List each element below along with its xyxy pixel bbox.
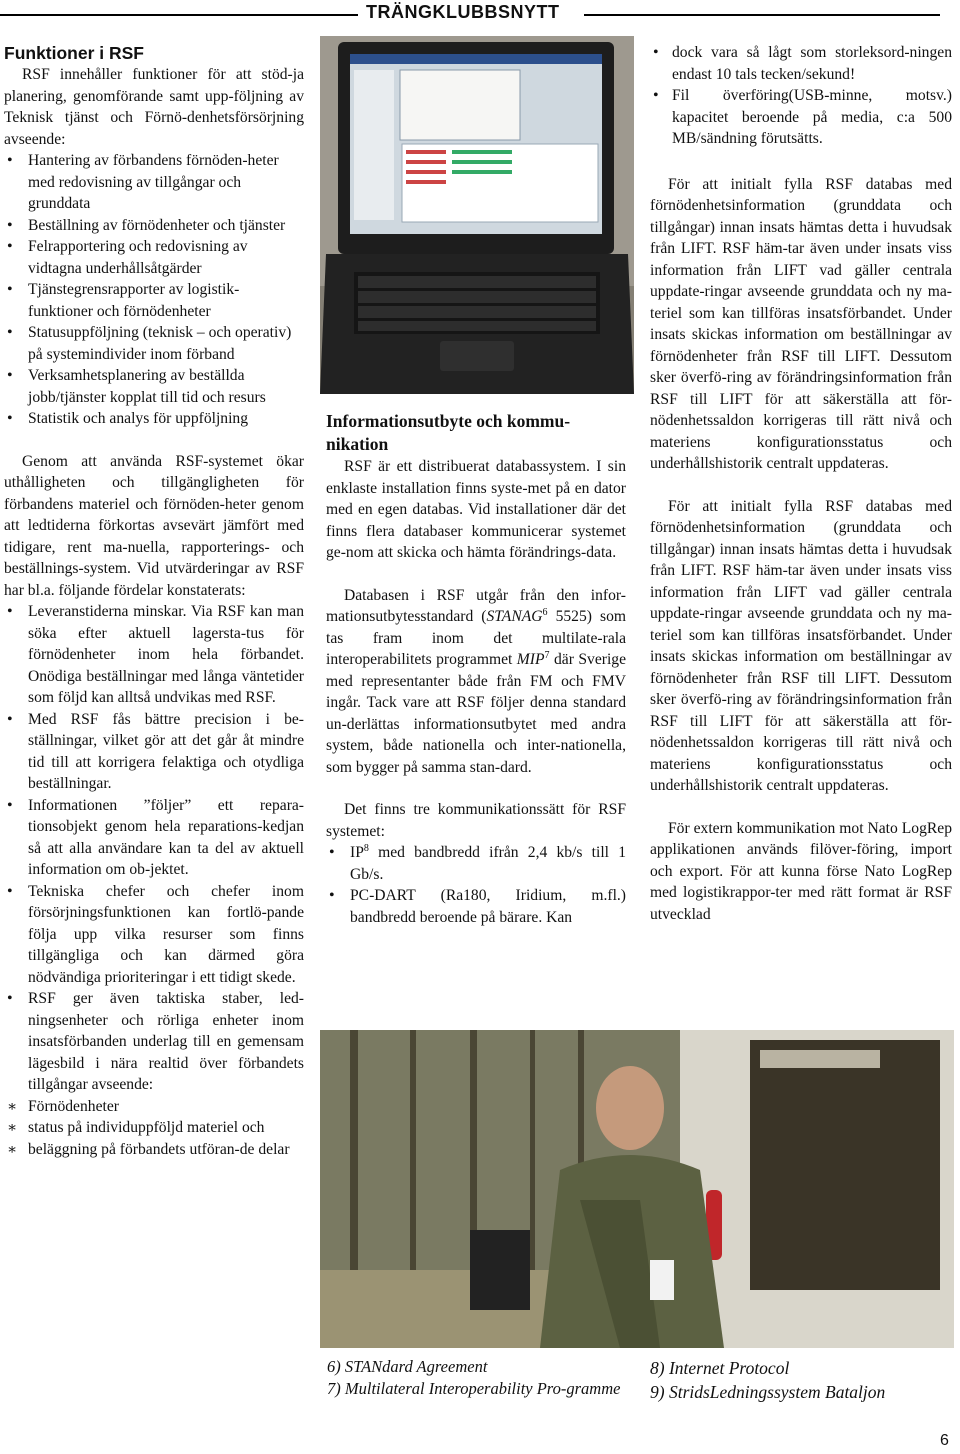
list-item: ∗ status på individuppföljd materiel och [4,1117,304,1139]
middle-paragraph-1: RSF är ett distribuerat databassystem. I sin enklaste installation finns syste-met på en dator med en egen databas. Vid installationer där det finns flera databaser kommunicerar systemet ge-nom att skicka och hämta förändrings-data. [326,458,626,561]
communication-list [326,842,626,928]
mip-term: MIP [516,651,545,668]
left-column [4,42,304,1160]
list-item: • Felrapportering och redovisning av vidtagna underhållsåtgärder [4,236,304,279]
list-item: ∗ beläggning på förbandets utföran-de delar [4,1139,304,1161]
middle-paragraph-2: Databasen i RSF utgår från den infor-mationsutbytesstandard (STANAG$^6$ 5525) som tas fram inom det multilate-rala interoperabilitets programmet MIP$^7$ där Sverige med representanter både från FM och FMV ingår. Tack vare att RSF följer denna standard un-derlättas informationsutbytet med andra system, både nationella och inter-nationella, som bygger på samma stan-dard. [326,586,627,776]
function-list [4,150,304,430]
transfer-list [650,42,952,150]
advantages-list [4,601,304,1096]
header-rule-right [584,14,940,16]
list-item: • PC-DART (Ra180, Iridium, m.fl.) bandbredd beroende på bärare. Kan [326,885,626,928]
right-paragraph-1: För att initialt fylla RSF databas med förnödenhetsinformation (grunddata och tillgångar) innan insats hämtas detta i huvudsak från LIFT. RSF häm-tar även under insats viss information från LIFT vad gäller centrala uppdate-ringar avseende grunddata och ny ma-teriel som kan tillföras insatsförbandet. Under insats skickas information om beställningar av förnödenheter från RSF till LIFT. Dessutom sker överfö-ring av förändringsinformation från RSF till LIFT för att säkerställa att för-nödenhetssaldon korrigeras till rätt nivå och materiens konfigurationsstatus och underhållshistorik centralt uppdateras. [650,175,952,472]
header-rule-left [0,14,358,16]
list-item: • Statistik och analys för uppföljning [4,408,304,430]
right-column [650,42,952,925]
list-item: • Beställning av förnödenheter och tjänster [4,215,304,237]
soldier-photo [320,1030,954,1348]
list-item: • dock vara så lågt som storleksord-ningen endast 10 tals tecken/sekund! [650,42,952,85]
footnote-9: 9) StridsLedningssystem Bataljon [650,1382,886,1402]
section-heading-funktioner: Funktioner i RSF [4,43,144,63]
list-item: • Informationen ”följer” ett repara-tionsobjekt genom hela reparations-kedjan så att alla användare kan ta del av aktuell information om ob-jektet. [4,795,304,881]
footnote-7: 7) Multilateral Interoperability Pro-gramme [327,1379,621,1398]
footnote-6: 6) STANdard Agreement [327,1357,488,1376]
list-item: • Hantering av förbandens förnöden-heter med redovisning av tillgångar och grunddata [4,150,304,215]
list-item: • Leveranstiderna minskar. Via RSF kan man söka efter aktuell lagersta-tus för förnödenheter inom hela förbandet. Onödiga beställningar med långa väntetider som följd kan alltså undvikas med RSF. [4,601,304,709]
situation-list [4,1096,304,1161]
list-item: • Tekniska chefer och chefer inom försörjningsfunktionen kan fortlö-pande följa upp vilka resurser som finns tillgängliga och kan därmed göra nödvändiga prioriteringar i ett tidigt skede. [4,881,304,989]
footnote-8: 8) Internet Protocol [650,1358,790,1378]
list-item: • Statusuppföljning (teknisk – och operativ) på systemindivider inom förband [4,322,304,365]
list-item: • Fil överföring(USB-minne, motsv.) kapacitet beroende på media, c:a 500 MB/sändning förutsätts. [650,85,952,150]
left-intro: RSF innehåller funktioner för att stöd-ja planering, genomförande samt upp-följning av Teknisk tjänst och Förnö-denhetsförsörjning avseende: [4,66,304,148]
laptop-illustration [320,36,634,394]
middle-column [326,410,626,928]
header-title: TRÄNGKLUBBSNYTT [366,2,560,22]
left-paragraph-2: Genom att använda RSF-systemet ökar uthålligheten och tillgängligheten för förbandens materiel och förnöden-heter genom att ledtiderna förkortas avsevärt jämfört med tidigare, rent ma-nuella, rapporterings- och beställnings-system. Vid utvärderingar av RSF har bl.a. följande fördelar konstaterats: [4,452,304,599]
list-item: • RSF ger även taktiska staber, led-ningsenheter och rörliga enheter inom insatsförbanden underlag till en gemensam lägesbild i nära realtid över förbandets tillgångar avseende: [4,988,304,1096]
list-item: • $IP^8$ med bandbredd ifrån 2,4 kb/s till 1 Gb/s. [326,842,626,885]
right-paragraph-3: För extern kommunikation mot Nato LogRep applikationen används filöver-föring, import och export. För att kunna förse Nato LogRep med logistikrappor-ter med rätt format är RSF utvecklad [650,819,952,923]
footnotes-right [650,1356,950,1404]
page-number: 6 [940,1432,949,1449]
right-paragraph-2: För att initialt fylla RSF databas med förnödenhetsinformation (grunddata och tillgångar) innan insats hämtas detta i huvudsak från LIFT. RSF häm-tar även under insats viss information från LIFT vad gäller centrala uppdate-ringar avseende grunddata och ny ma-teriel som kan tillföras insatsförbandet. Under insats skickas information om beställningar av förnödenheter från RSF till LIFT. Dessutom sker överfö-ring av förändringsinformation från RSF till LIFT för att säkerställa att för-nödenhetssaldon korrigeras till rätt nivå och materiens konfigurationsstatus och underhållshistorik centralt uppdateras. [650,497,952,794]
list-item: • Med RSF fås bättre precision i be-ställningar, vilket gör att det går åt mindre tid till att korrigera felaktiga och otydliga beställningar. [4,709,304,795]
list-item: • Verksamhetsplanering av beställda jobb/tjänster kopplat till tid och resurs [4,365,304,408]
soldier-illustration [320,1030,954,1348]
list-item: • Tjänstegrensrapporter av logistik-funktioner och förnödenheter [4,279,304,322]
middle-paragraph-3: Det finns tre kommunikationssätt för RSF systemet: [326,801,626,840]
footnotes-left [327,1356,627,1400]
stanag-term: STANAG [486,608,543,625]
page-header [0,0,960,28]
laptop-photo [320,36,634,394]
list-item: ∗ Förnödenheter [4,1096,304,1118]
section-heading-informationsutbyte: Informationsutbyte och kommu-nikation [326,411,571,454]
